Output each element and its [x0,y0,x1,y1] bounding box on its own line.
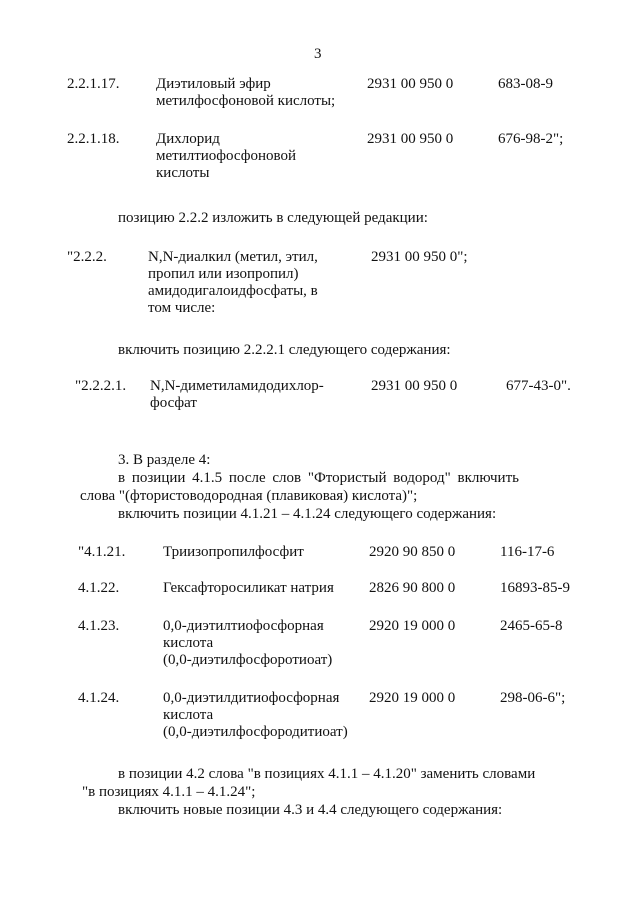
substance-name: 0,0-диэтилтиофосфорная кислота (0,0-диэтилфосфоротиоат) [163,618,333,668]
row-number: 4.1.22. [78,580,120,596]
hs-code: 2931 00 950 0"; [371,249,468,265]
hs-code: 2920 19 000 0 [369,618,456,634]
hs-code: 2931 00 950 0 [367,131,454,147]
instruction-paragraph: включить позицию 2.2.2.1 следующего содержания: [118,342,451,358]
instruction-paragraph: включить позиции 4.1.21 – 4.1.24 следующего содержания: [118,506,497,522]
substance-name: 0,0-диэтилдитиофосфорная кислота (0,0-диэтилфосфородитиоат) [163,690,348,740]
cas-number: 16893-85-9 [500,580,570,596]
cas-number: 676-98-2"; [498,131,564,147]
cas-number: 2465-65-8 [500,618,563,634]
cas-number: 116-17-6 [500,544,555,560]
hs-code: 2826 90 800 0 [369,580,456,596]
row-number: 2.2.1.18. [67,131,120,147]
row-number: 4.1.23. [78,618,120,634]
hs-code: 2920 19 000 0 [369,690,456,706]
cas-number: 677-43-0". [506,378,571,394]
cas-number: 298-06-6"; [500,690,566,706]
hs-code: 2931 00 950 0 [371,378,458,394]
row-number: "2.2.2. [67,249,107,265]
section-heading: 3. В разделе 4: [118,452,211,468]
substance-name: Триизопропилфосфит [163,544,304,560]
row-number: 4.1.24. [78,690,120,706]
instruction-paragraph: в позиции 4.1.5 после слов "Фтористый водород" включить [118,470,519,486]
instruction-paragraph: слова "(фтористоводородная (плавиковая) кислота)"; [80,488,418,504]
hs-code: 2920 90 850 0 [369,544,456,560]
row-number: "4.1.21. [78,544,126,560]
row-number: 2.2.1.17. [67,76,120,92]
substance-name: Диэтиловый эфир метилфосфоновой кислоты; [156,76,336,109]
row-number: "2.2.2.1. [75,378,127,394]
instruction-paragraph: включить новые позиции 4.3 и 4.4 следующего содержания: [118,802,503,818]
page-number: 3 [314,46,322,62]
cas-number: 683-08-9 [498,76,553,92]
substance-name: N,N-диметиламидодихлор- фосфат [150,378,324,411]
hs-code: 2931 00 950 0 [367,76,454,92]
instruction-paragraph: позицию 2.2.2 изложить в следующей редакции: [118,210,428,226]
substance-name: N,N-диалкил (метил, этил, пропил или изопропил) амидодигалоидфосфаты, в том числе: [148,249,318,316]
substance-name: Дихлорид метилтиофосфоновой кислоты [156,131,296,181]
instruction-paragraph: "в позициях 4.1.1 – 4.1.24"; [82,784,256,800]
substance-name: Гексафторосиликат натрия [163,580,334,596]
instruction-paragraph: в позиции 4.2 слова "в позициях 4.1.1 – 4.1.20" заменить словами [118,766,536,782]
